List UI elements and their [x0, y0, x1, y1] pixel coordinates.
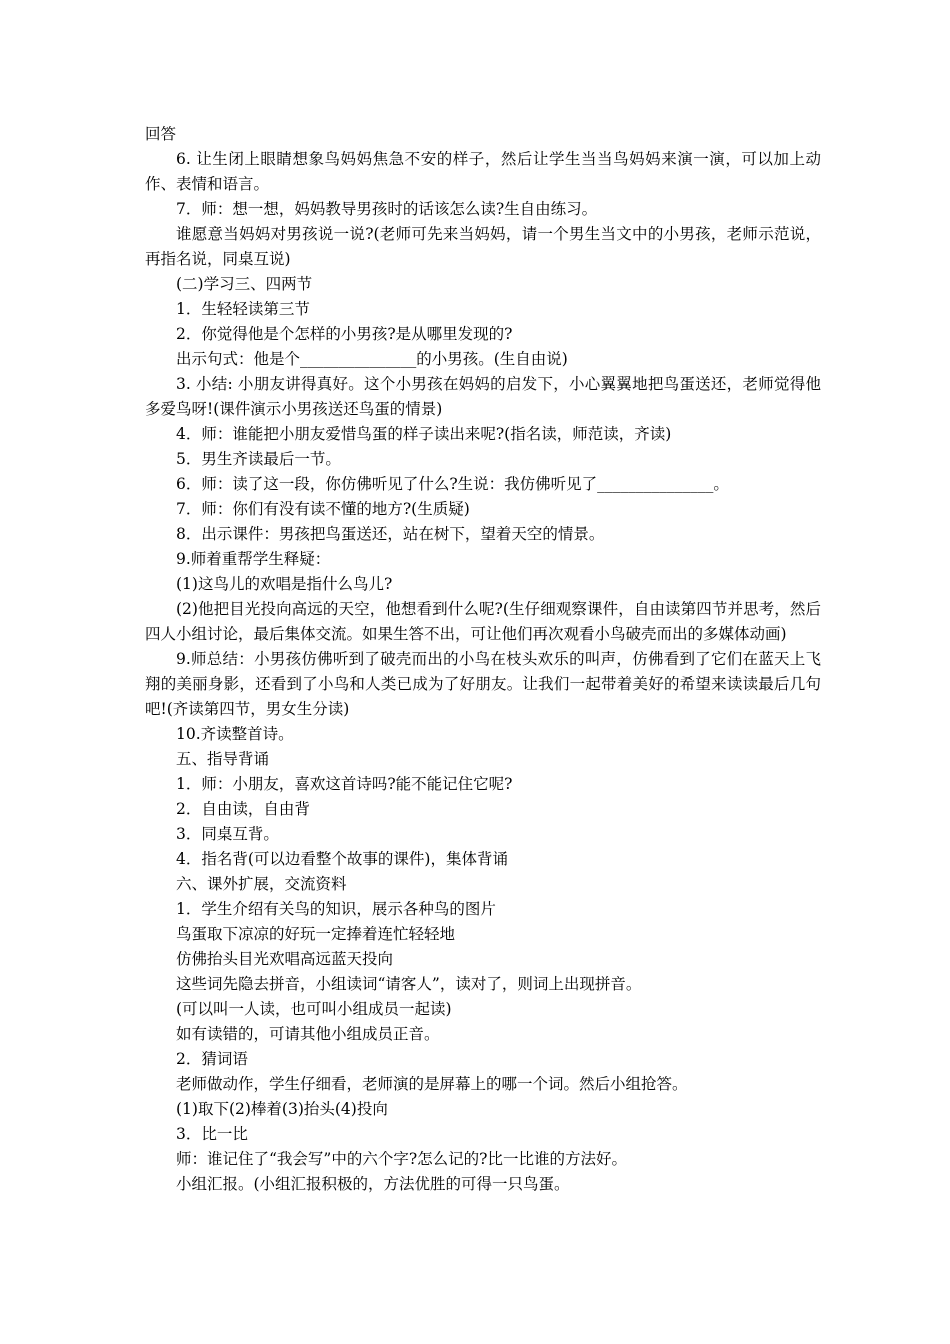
paragraph: 这些词先隐去拼音，小组读词“请客人”，读对了，则词上出现拼音。 [176, 975, 642, 993]
paragraph: 谁愿意当妈妈对男孩说一说?(老师可先来当妈妈，请一个男生当文中的小男孩，老师示范说，再指名说，同桌互说) [145, 225, 821, 268]
paragraph: 10.齐读整首诗。 [176, 725, 294, 743]
paragraph: 3．同桌互背。 [176, 825, 279, 843]
paragraph: 6. 让生闭上眼睛想象鸟妈妈焦急不安的样子，然后让学生当当鸟妈妈来演一演，可以加上动作、表情和语言。 [145, 150, 821, 193]
paragraph: 1．学生介绍有关鸟的知识，展示各种鸟的图片 [176, 900, 496, 918]
section-heading: (二)学习三、四两节 [176, 275, 313, 293]
paragraph: 8．出示课件：男孩把鸟蛋送还，站在树下，望着天空的情景。 [176, 525, 605, 543]
paragraph: 3. 小结: 小朋友讲得真好。这个小男孩在妈妈的启发下，小心翼翼地把鸟蛋送还，老师觉得他多爱鸟呀!(课件演示小男孩送还鸟蛋的情景) [145, 375, 821, 418]
paragraph: 4．指名背(可以边看整个故事的课件)，集体背诵 [176, 850, 508, 868]
paragraph: 老师做动作，学生仔细看，老师演的是屏幕上的哪一个词。然后小组抢答。 [176, 1075, 688, 1093]
document-page [145, 122, 821, 1197]
paragraph: 2．自由读，自由背 [176, 800, 310, 818]
paragraph: (1)取下(2)棒着(3)抬头(4)投向 [176, 1100, 388, 1118]
paragraph: 鸟蛋取下凉凉的好玩一定捧着连忙轻轻地 [176, 925, 456, 943]
paragraph: 3．比一比 [176, 1125, 248, 1143]
paragraph: 仿佛抬头目光欢唱高远蓝天投向 [176, 950, 394, 968]
paragraph: 2．猜词语 [176, 1050, 248, 1068]
paragraph: 9.师着重帮学生释疑： [176, 550, 331, 568]
paragraph: 回答 [145, 125, 177, 143]
paragraph: 师：谁记住了“我会写”中的六个字?怎么记的?比一比谁的方法好。 [176, 1150, 627, 1168]
paragraph: 如有读错的，可请其他小组成员正音。 [176, 1025, 440, 1043]
paragraph: 1．师：小朋友，喜欢这首诗吗?能不能记住它呢? [176, 775, 513, 793]
paragraph: 9.师总结：小男孩仿佛听到了破壳而出的小鸟在枝头欢乐的叫声，仿佛看到了它们在蓝天上飞翔的美丽身影，还看到了小鸟和人类已成为了好朋友。让我们一起带着美好的希望来读读最后几句吧!(齐读第四节，男女生分读) [145, 650, 821, 718]
paragraph: 小组汇报。(小组汇报积极的，方法优胜的可得一只鸟蛋。 [176, 1175, 570, 1193]
paragraph: 1．生轻轻读第三节 [176, 300, 310, 318]
paragraph: 6．师：读了这一段，你仿佛听见了什么?生说：我仿佛听见了_______________。 [176, 475, 729, 493]
paragraph: (可以叫一人读，也可叫小组成员一起读) [176, 1000, 452, 1018]
section-heading: 五、指导背诵 [176, 750, 270, 768]
paragraph: 7．师：想一想，妈妈教导男孩时的话该怎么读?生自由练习。 [176, 200, 598, 218]
paragraph: 5．男生齐读最后一节。 [176, 450, 341, 468]
section-heading: 六、课外扩展，交流资料 [176, 875, 347, 893]
paragraph: (2)他把目光投向高远的天空，他想看到什么呢?(生仔细观察课件，自由读第四节并思考，然后四人小组讨论，最后集体交流。如果生答不出，可让他们再次观看小鸟破壳而出的多媒体动画) [145, 600, 821, 643]
paragraph: 7．师：你们有没有读不懂的地方?(生质疑) [176, 500, 470, 518]
paragraph: (1)这鸟儿的欢唱是指什么鸟儿? [176, 575, 393, 593]
paragraph: 4．师：谁能把小朋友爱惜鸟蛋的样子读出来呢?(指名读，师范读，齐读) [176, 425, 672, 443]
paragraph: 出示句式：他是个_______________的小男孩。(生自由说) [176, 350, 568, 368]
paragraph: 2．你觉得他是个怎样的小男孩?是从哪里发现的? [176, 325, 513, 343]
